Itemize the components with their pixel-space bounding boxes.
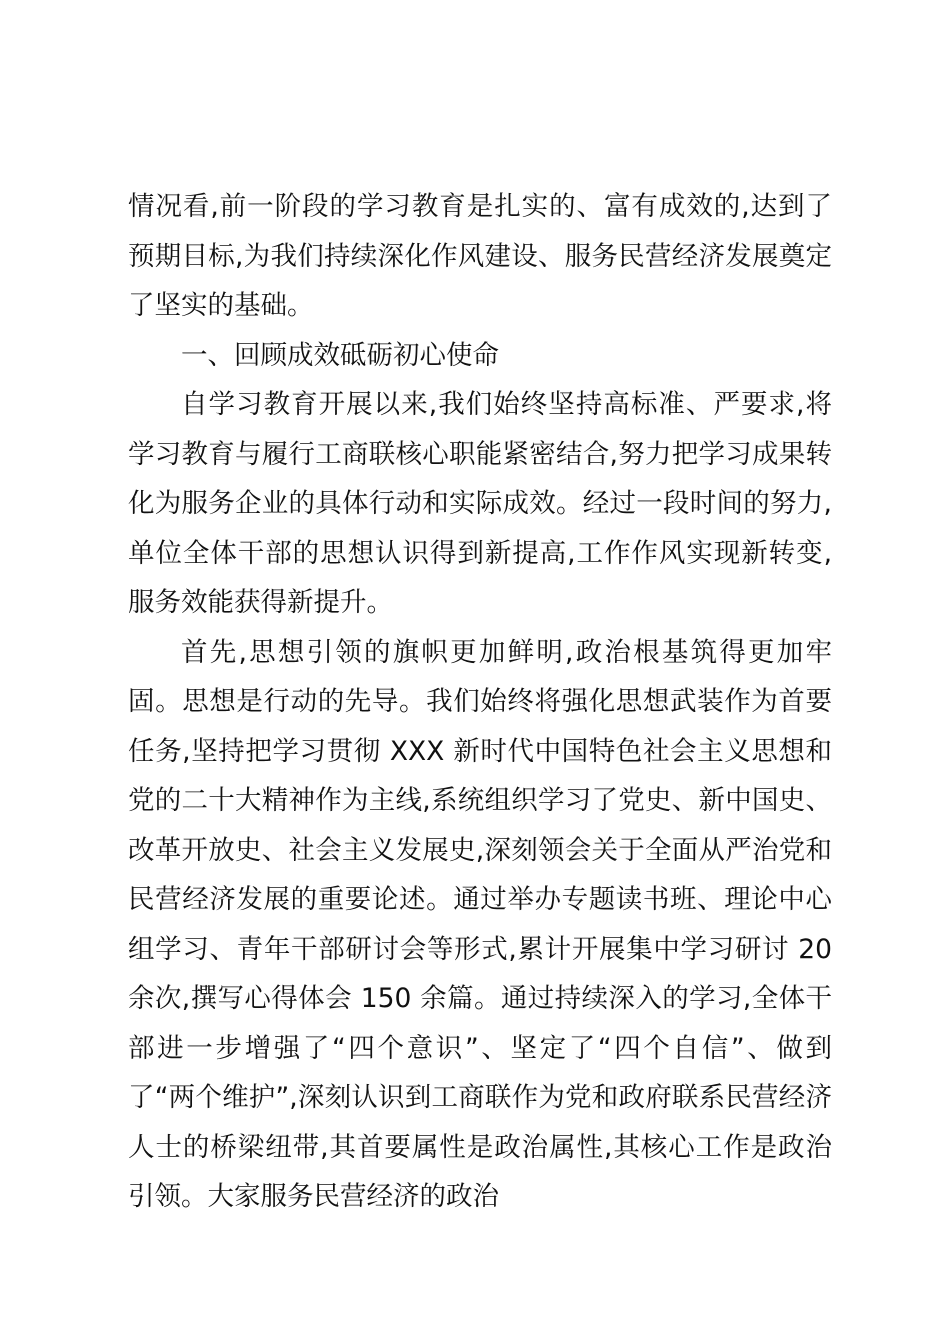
document-body	[128, 182, 832, 1222]
paragraph-intro-continuation: 情况看,前一阶段的学习教育是扎实的、富有成效的,达到了预期目标,为我们持续深化作风建设、服务民营经济发展奠定了坚实的基础。	[128, 191, 832, 321]
paragraph-ideological-guidance: 首先,思想引领的旗帜更加鲜明,政治根基筑得更加牢固。思想是行动的先导。我们始终将强化思想武装作为首要任务,坚持把学习贯彻 XXX 新时代中国特色社会主义思想和党的二十大精神作为主线,系统组织学习了党史、新中国史、改革开放史、社会主义发展史,深刻领会关于全面从严治党和民营经济发展的重要论述。通过举办专题读书班、理论中心组学习、青年干部研讨会等形式,累计开展集中学习研讨 20 余次,撰写心得体会 150 余篇。通过持续深入的学习,全体干部进一步增强了“四个意识”、坚定了“四个自信”、做到了“两个维护”,深刻认识到工商联作为党和政府联系民营经济人士的桥梁纽带,其首要属性是政治属性,其核心工作是政治引领。大家服务民营经济的政治	[128, 636, 832, 1212]
section-heading: 一、回顾成效砥砺初心使命	[181, 339, 499, 371]
paragraph-overview: 自学习教育开展以来,我们始终坚持高标准、严要求,将学习教育与履行工商联核心职能紧密结合,努力把学习成果转化为服务企业的具体行动和实际成效。经过一段时间的努力,单位全体干部的思想认识得到新提高,工作作风实现新转变,服务效能获得新提升。	[128, 389, 832, 618]
